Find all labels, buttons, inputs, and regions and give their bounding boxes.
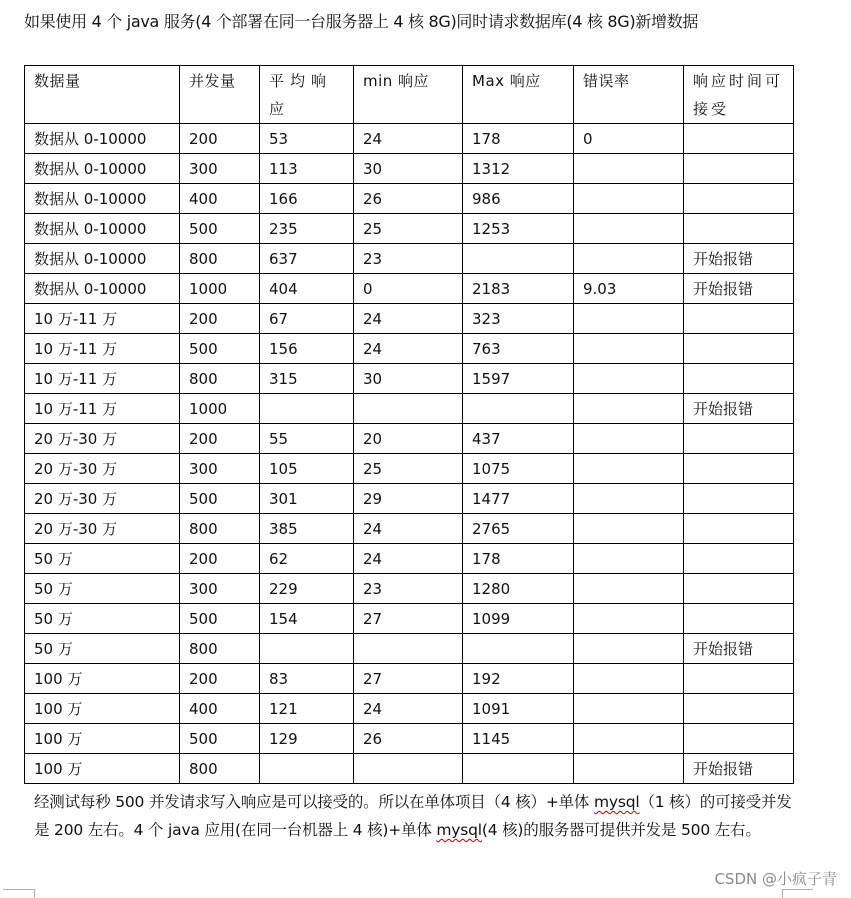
cell-avg-response: 404 <box>260 274 354 304</box>
cell-min-response: 29 <box>354 484 463 514</box>
cell-data-volume: 10 万-11 万 <box>25 304 180 334</box>
cell-max-response: 1280 <box>463 574 574 604</box>
header-max-response: Max 响应 <box>463 66 574 124</box>
cell-data-volume: 10 万-11 万 <box>25 334 180 364</box>
cell-error-rate <box>574 544 684 574</box>
cell-avg-response: 229 <box>260 574 354 604</box>
table-row <box>25 634 794 664</box>
cell-max-response: 986 <box>463 184 574 214</box>
cell-data-volume: 10 万-11 万 <box>25 394 180 424</box>
cell-concurrency: 200 <box>180 304 260 334</box>
cell-min-response: 25 <box>354 214 463 244</box>
cell-avg-response: 83 <box>260 664 354 694</box>
cell-avg-response: 637 <box>260 244 354 274</box>
cell-concurrency: 400 <box>180 694 260 724</box>
cell-error-rate: 9.03 <box>574 274 684 304</box>
cell-data-volume: 50 万 <box>25 544 180 574</box>
cell-max-response: 437 <box>463 424 574 454</box>
cell-error-rate <box>574 484 684 514</box>
cell-response-acceptable <box>684 544 794 574</box>
spellcheck-word-mysql: mysql <box>436 821 482 839</box>
cell-response-acceptable <box>684 724 794 754</box>
cell-error-rate <box>574 574 684 604</box>
cell-avg-response <box>260 394 354 424</box>
cell-error-rate: 0 <box>574 124 684 154</box>
cell-response-acceptable: 开始报错 <box>684 754 794 784</box>
cell-error-rate <box>574 724 684 754</box>
cell-concurrency: 800 <box>180 634 260 664</box>
cell-max-response: 323 <box>463 304 574 334</box>
cell-data-volume: 100 万 <box>25 724 180 754</box>
cell-data-volume: 数据从 0-10000 <box>25 244 180 274</box>
cell-error-rate <box>574 304 684 334</box>
cell-min-response: 25 <box>354 454 463 484</box>
cell-concurrency: 1000 <box>180 394 260 424</box>
cell-data-volume: 20 万-30 万 <box>25 424 180 454</box>
cell-error-rate <box>574 514 684 544</box>
cell-max-response: 1145 <box>463 724 574 754</box>
cell-response-acceptable <box>684 364 794 394</box>
cell-error-rate <box>574 334 684 364</box>
cell-max-response: 1253 <box>463 214 574 244</box>
cell-min-response: 24 <box>354 514 463 544</box>
cell-avg-response: 385 <box>260 514 354 544</box>
cell-max-response: 178 <box>463 544 574 574</box>
header-concurrency: 并发量 <box>180 66 260 124</box>
cell-max-response: 1477 <box>463 484 574 514</box>
cell-error-rate <box>574 604 684 634</box>
table-row <box>25 754 794 784</box>
cell-data-volume: 数据从 0-10000 <box>25 214 180 244</box>
table-header-row <box>25 66 794 124</box>
cell-avg-response <box>260 634 354 664</box>
table-row <box>25 454 794 484</box>
cell-avg-response: 105 <box>260 454 354 484</box>
cell-max-response <box>463 244 574 274</box>
cell-error-rate <box>574 664 684 694</box>
cell-data-volume: 100 万 <box>25 664 180 694</box>
cell-error-rate <box>574 454 684 484</box>
cell-data-volume: 100 万 <box>25 694 180 724</box>
cell-response-acceptable <box>684 424 794 454</box>
cell-min-response: 27 <box>354 664 463 694</box>
table-row <box>25 244 794 274</box>
cell-avg-response: 62 <box>260 544 354 574</box>
cell-data-volume: 数据从 0-10000 <box>25 184 180 214</box>
cell-avg-response: 55 <box>260 424 354 454</box>
cell-data-volume: 10 万-11 万 <box>25 364 180 394</box>
cell-response-acceptable: 开始报错 <box>684 274 794 304</box>
header-data-volume: 数据量 <box>25 66 180 124</box>
table-row <box>25 514 794 544</box>
cell-response-acceptable <box>684 154 794 184</box>
conclusion-text-3: (4 核)的服务器可提供并发是 500 左右。 <box>481 821 761 839</box>
cell-concurrency: 300 <box>180 454 260 484</box>
header-error-rate: 错误率 <box>574 66 684 124</box>
cell-response-acceptable <box>684 304 794 334</box>
table-row <box>25 574 794 604</box>
cell-concurrency: 200 <box>180 544 260 574</box>
cell-max-response: 178 <box>463 124 574 154</box>
cell-response-acceptable: 开始报错 <box>684 244 794 274</box>
conclusion-text-2: （1 核）的可接受并发是 200 左右。4 个 java 应用(在同一台机器上 4 核)+单体 <box>34 793 792 839</box>
cell-min-response <box>354 394 463 424</box>
table-row <box>25 544 794 574</box>
table-body <box>25 124 794 784</box>
cell-concurrency: 500 <box>180 214 260 244</box>
cell-data-volume: 20 万-30 万 <box>25 484 180 514</box>
cell-max-response: 763 <box>463 334 574 364</box>
cell-error-rate <box>574 154 684 184</box>
cell-avg-response: 129 <box>260 724 354 754</box>
cell-min-response: 23 <box>354 244 463 274</box>
cell-max-response: 2765 <box>463 514 574 544</box>
cell-data-volume: 数据从 0-10000 <box>25 274 180 304</box>
cell-concurrency: 200 <box>180 124 260 154</box>
table-row <box>25 184 794 214</box>
cell-max-response <box>463 634 574 664</box>
cell-min-response: 24 <box>354 544 463 574</box>
cell-min-response: 0 <box>354 274 463 304</box>
header-response-acceptable: 响应时间可接受 <box>684 66 794 124</box>
cell-min-response: 24 <box>354 334 463 364</box>
cell-min-response: 26 <box>354 724 463 754</box>
table-row <box>25 394 794 424</box>
cell-error-rate <box>574 214 684 244</box>
cell-avg-response: 113 <box>260 154 354 184</box>
cell-min-response: 24 <box>354 124 463 154</box>
csdn-watermark: CSDN @小疯子青 <box>714 870 837 888</box>
cell-response-acceptable <box>684 664 794 694</box>
cell-data-volume: 50 万 <box>25 634 180 664</box>
cell-max-response: 1312 <box>463 154 574 184</box>
cell-concurrency: 200 <box>180 424 260 454</box>
cell-response-acceptable <box>684 184 794 214</box>
cell-error-rate <box>574 394 684 424</box>
cell-avg-response: 67 <box>260 304 354 334</box>
cell-max-response: 1075 <box>463 454 574 484</box>
conclusion-text-1: 经测试每秒 500 并发请求写入响应是可以接受的。所以在单体项目（4 核）+单体 <box>34 793 594 811</box>
cell-avg-response: 235 <box>260 214 354 244</box>
cell-data-volume: 数据从 0-10000 <box>25 154 180 184</box>
cell-avg-response: 166 <box>260 184 354 214</box>
cell-max-response: 192 <box>463 664 574 694</box>
conclusion-paragraph <box>34 788 794 844</box>
cell-data-volume: 20 万-30 万 <box>25 514 180 544</box>
cell-error-rate <box>574 424 684 454</box>
cell-concurrency: 200 <box>180 664 260 694</box>
cell-avg-response: 301 <box>260 484 354 514</box>
cell-response-acceptable <box>684 604 794 634</box>
cell-min-response: 30 <box>354 364 463 394</box>
cell-concurrency: 400 <box>180 184 260 214</box>
table-row <box>25 334 794 364</box>
cell-error-rate <box>574 244 684 274</box>
cell-error-rate <box>574 364 684 394</box>
table-row <box>25 604 794 634</box>
cell-response-acceptable <box>684 574 794 604</box>
cell-response-acceptable: 开始报错 <box>684 634 794 664</box>
cell-data-volume: 100 万 <box>25 754 180 784</box>
cell-concurrency: 1000 <box>180 274 260 304</box>
table-row <box>25 304 794 334</box>
cell-min-response: 24 <box>354 694 463 724</box>
cell-concurrency: 500 <box>180 484 260 514</box>
cell-concurrency: 800 <box>180 244 260 274</box>
cell-response-acceptable <box>684 334 794 364</box>
cell-data-volume: 数据从 0-10000 <box>25 124 180 154</box>
spellcheck-word-mysql: mysql <box>593 793 640 811</box>
cell-max-response: 1091 <box>463 694 574 724</box>
benchmark-table <box>24 65 794 784</box>
table-row <box>25 364 794 394</box>
cell-response-acceptable <box>684 454 794 484</box>
table-row <box>25 214 794 244</box>
cell-max-response <box>463 754 574 784</box>
cell-min-response <box>354 754 463 784</box>
cell-concurrency: 300 <box>180 154 260 184</box>
cell-avg-response: 53 <box>260 124 354 154</box>
cell-avg-response <box>260 754 354 784</box>
cell-response-acceptable <box>684 694 794 724</box>
cell-concurrency: 800 <box>180 754 260 784</box>
cell-error-rate <box>574 754 684 784</box>
cell-min-response <box>354 634 463 664</box>
cell-min-response: 24 <box>354 304 463 334</box>
cell-concurrency: 500 <box>180 334 260 364</box>
cell-concurrency: 500 <box>180 604 260 634</box>
cell-concurrency: 500 <box>180 724 260 754</box>
table-row <box>25 154 794 184</box>
cell-data-volume: 50 万 <box>25 574 180 604</box>
cell-avg-response: 315 <box>260 364 354 394</box>
cell-response-acceptable: 开始报错 <box>684 394 794 424</box>
cell-data-volume: 50 万 <box>25 604 180 634</box>
cell-min-response: 20 <box>354 424 463 454</box>
header-avg-response: 平均响应 <box>260 66 354 124</box>
cell-avg-response: 121 <box>260 694 354 724</box>
cell-error-rate <box>574 184 684 214</box>
table-row <box>25 484 794 514</box>
cell-error-rate <box>574 694 684 724</box>
cell-avg-response: 154 <box>260 604 354 634</box>
cell-concurrency: 800 <box>180 514 260 544</box>
cell-data-volume: 20 万-30 万 <box>25 454 180 484</box>
table-row <box>25 124 794 154</box>
intro-paragraph: 如果使用 4 个 java 服务(4 个部署在同一台服务器上 4 核 8G)同时请求数据库(4 核 8G)新增数据 <box>24 12 699 31</box>
cell-response-acceptable <box>684 124 794 154</box>
cell-min-response: 26 <box>354 184 463 214</box>
cell-max-response: 1099 <box>463 604 574 634</box>
cell-min-response: 23 <box>354 574 463 604</box>
cell-response-acceptable <box>684 484 794 514</box>
cell-min-response: 30 <box>354 154 463 184</box>
cell-max-response: 2183 <box>463 274 574 304</box>
cell-max-response <box>463 394 574 424</box>
cell-error-rate <box>574 634 684 664</box>
header-min-response: min 响应 <box>354 66 463 124</box>
table-row <box>25 274 794 304</box>
cell-avg-response: 156 <box>260 334 354 364</box>
cell-concurrency: 800 <box>180 364 260 394</box>
cell-response-acceptable <box>684 514 794 544</box>
cell-response-acceptable <box>684 214 794 244</box>
cell-max-response: 1597 <box>463 364 574 394</box>
table-row <box>25 664 794 694</box>
table-row <box>25 424 794 454</box>
cell-concurrency: 300 <box>180 574 260 604</box>
table-row <box>25 694 794 724</box>
table-row <box>25 724 794 754</box>
cell-min-response: 27 <box>354 604 463 634</box>
